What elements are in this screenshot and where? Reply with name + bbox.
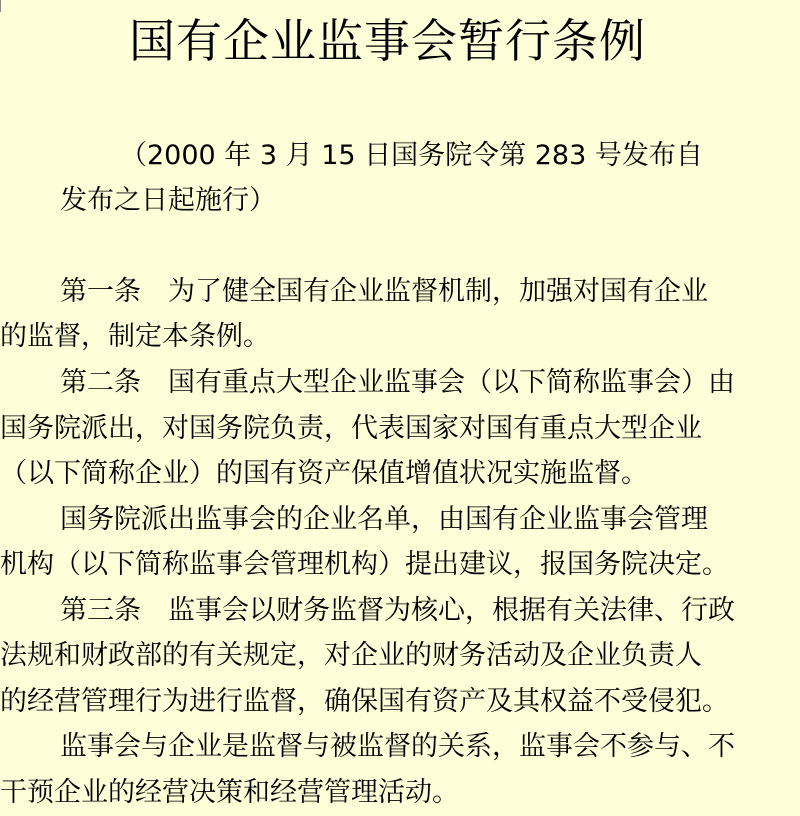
article-2-line-1: 第二条 国有重点大型企业监事会（以下简称监事会）由 bbox=[60, 367, 735, 398]
document-title: 国有企业监事会暂行条例 bbox=[129, 14, 646, 68]
article-3-para-2-line-2: 干预企业的经营决策和经营管理活动。 bbox=[0, 777, 459, 808]
article-3-line-3: 的经营管理行为进行监督，确保国有资产及其权益不受侵犯。 bbox=[0, 686, 729, 717]
article-1-line-1: 第一条 为了健全国有企业监督机制，加强对国有企业 bbox=[60, 276, 708, 307]
article-2-para-2-line-2: 机构（以下简称监事会管理机构）提出建议，报国务院决定。 bbox=[0, 549, 729, 580]
article-3-line-2: 法规和财政部的有关规定，对企业的财务活动及企业负责人 bbox=[0, 640, 702, 671]
article-2-line-2: 国务院派出，对国务院负责，代表国家对国有重点大型企业 bbox=[0, 413, 702, 444]
issuance-note-line-1: （2000 年 3 月 15 日国务院令第 283 号发布自 bbox=[120, 140, 703, 171]
issuance-note-line-2: 发布之日起施行） bbox=[60, 185, 276, 216]
article-3-para-2-line-1: 监事会与企业是监督与被监督的关系，监事会不参与、不 bbox=[60, 731, 735, 762]
article-3-line-1: 第三条 监事会以财务监督为核心，根据有关法律、行政 bbox=[60, 595, 735, 626]
article-2-line-3: （以下简称企业）的国有资产保值增值状况实施监督。 bbox=[0, 458, 648, 489]
corner-mark bbox=[0, 0, 7, 12]
article-1-line-2: 的监督，制定本条例。 bbox=[0, 321, 270, 352]
article-2-para-2-line-1: 国务院派出监事会的企业名单，由国有企业监事会管理 bbox=[60, 504, 708, 535]
